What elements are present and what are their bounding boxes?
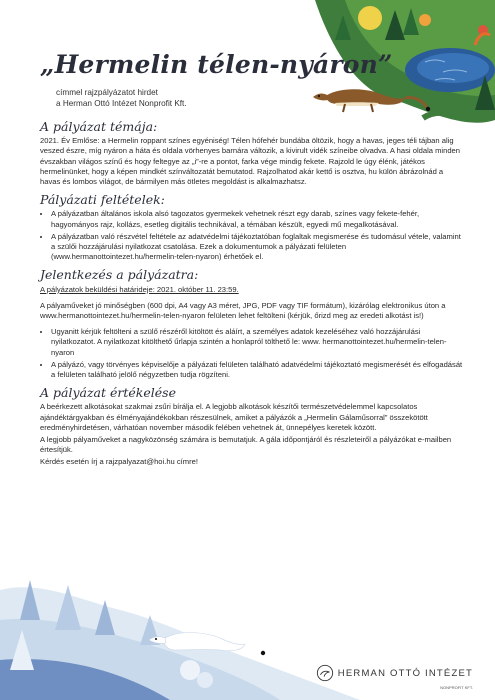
list-item: • Ugyanitt kérjük feltölteni a szülő részéről kitöltött és aláírt, a személyes adatok kezeléséhez való hozzájárulási nyilatkozatot. A nyilatkozat kitölthető űrlapja szintén a honlapról tölthető le: www. hermanottointezet.hu/hermelin-telen-nyaron bbox=[51, 327, 465, 358]
evaluation-text-2: A legjobb pályaműveket a nagyközönség számára is bemutatjuk. A gála időpontjáról és részleteiről a pályázókat e-mailben értesítjük. bbox=[40, 435, 452, 455]
list-item: • A pályázó, vagy törvényes képviselője a pályázati felületen található adatvédelmi tájékoztató megismerését és elfogadását a felületen található jelölő négyzetben tudja rögzíteni. bbox=[51, 360, 465, 380]
logo-text: HERMAN OTTÓ INTÉZET bbox=[337, 667, 473, 679]
section-evaluation-heading: A pályázat értékelése bbox=[40, 385, 176, 401]
submission-text: A pályaműveket jó minőségben (600 dpi, A4 vagy A3 méret, JPG, PDF vagy TIF formátum), kizárólag elektronikus úton a www.hermanottointezet.hu/hermelin-telen-nyaron felületen lehet feltölteni (kérjük, őrizd meg az eredeti alkotást is!) bbox=[40, 300, 446, 321]
subtitle-line-2: a Herman Ottó Intézet Nonprofit Kft. bbox=[56, 99, 187, 108]
application-list bbox=[40, 327, 465, 380]
evaluation-text-3: Kérdés esetén írj a rajzpalyazat@hoi.hu címre! bbox=[40, 457, 198, 467]
section-theme-heading: A pályázat témája: bbox=[40, 119, 158, 134]
poster-subtitle bbox=[56, 87, 187, 109]
section-theme-text: 2021. Év Emlőse: a Hermelin roppant színes egyéniség! Télen hófehér bundába öltözik, hogy a havas, jeges téli tájban alig veszed észre, míg nyáron a háta és oldala vörhenyes barnára változik, a kivirult vidék színeibe olvadva. A hasi oldala minden évszakban világos színű és hogy feltegye az „i”-re a pontot, farka vége mindig fekete. Rajzold le úgy élénk, játékos hermelinünket, hogy a képen mindkét színváltozatát bemutatod. Rajzolhatod akár kettő is osztva, hu külön ábrázolnád a havas és lombos világot, de bármilyen más ötletes megoldást is alkalmazhatsz. bbox=[40, 136, 460, 187]
main-content bbox=[40, 119, 465, 476]
herman-otto-logo bbox=[316, 664, 473, 682]
section-theme bbox=[40, 119, 465, 187]
section-evaluation bbox=[40, 385, 465, 467]
section-conditions bbox=[40, 192, 465, 262]
subtitle-line-1: címmel rajzpályázatot hirdet bbox=[56, 88, 158, 97]
bird-emblem-icon bbox=[316, 664, 334, 682]
section-conditions-heading: Pályázati feltételek: bbox=[40, 192, 165, 208]
evaluation-text-1: A beérkezett alkotásokat szakmai zsűri bírálja el. A legjobb alkotások készítői természetvédelemmel kapcsolatos ajándéktárgyakban és élményajándékokban részesülnek, amiket a pályázók a „Hermelin Gálaműsorral” összekötött eredményhirdetésen, várhatóan november második felében vehetnek át, ünnepélyes keretek között. bbox=[40, 402, 428, 432]
conditions-list bbox=[40, 209, 465, 262]
deadline-text: A pályázatok beküldési határideje: 2021. október 11. 23:59. bbox=[40, 284, 239, 294]
section-application-heading: Jelentkezés a pályázatra: bbox=[40, 267, 199, 283]
section-application bbox=[40, 267, 465, 380]
list-item: • A pályázatban általános iskola alsó tagozatos gyermekek vehetnek részt egy darab, színes vagy fekete-fehér, hagyományos rajz, kollázs, esetleg digitális technikával, a témában készült, egyedi mű megalkotásával. bbox=[51, 209, 465, 229]
logo-subtext: NONPROFIT KFT. bbox=[440, 685, 473, 690]
poster-title: „Hermelin télen-nyáron” bbox=[40, 50, 393, 79]
list-item: • A pályázatban való részvétel feltétele az adatvédelmi tájékoztatóban foglaltak megismerése és tudomásul vétele, valamint a szülői hozzájárulási nyilatkozat csatolása. Ezek a dokumentumok a pályázati felületen (www.hermanottointezet.hu/hermelin-telen-nyaron) érhetőek el. bbox=[51, 232, 465, 263]
